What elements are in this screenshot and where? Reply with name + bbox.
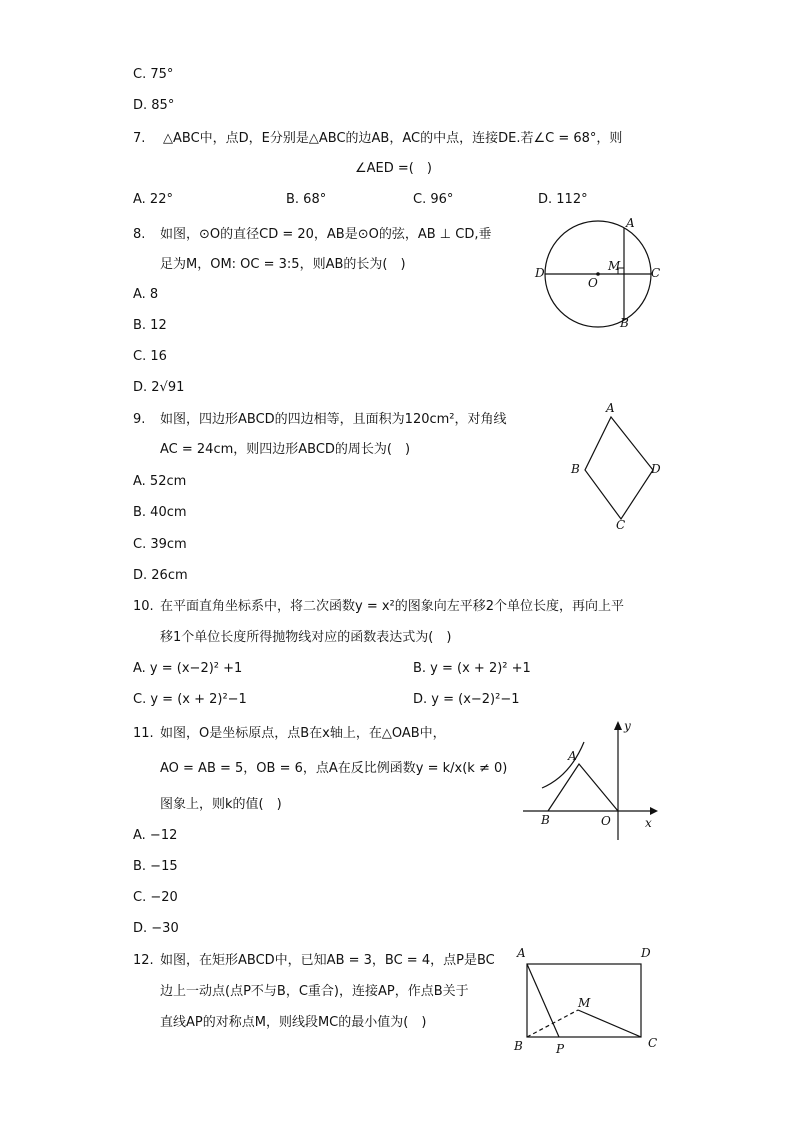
q12-label-d: D	[641, 946, 651, 960]
q8-label-b: B	[620, 316, 629, 330]
q11-number: 11.	[133, 726, 154, 741]
q9-label-c: C	[616, 518, 626, 532]
q8-number: 8.	[133, 227, 146, 242]
q8-option-c: C. 16	[133, 349, 167, 364]
q11-option-d: D. −30	[133, 921, 179, 936]
q7-option-d: D. 112°	[538, 192, 588, 207]
q7-option-c: C. 96°	[413, 192, 454, 207]
q8-stem-line1: 如图，⊙O的直径CD = 20，AB是⊙O的弦，AB ⊥ CD,垂	[160, 227, 492, 242]
q12-stem-line3: 直线AP的对称点M，则线段MC的最小值为( )	[160, 1015, 427, 1030]
q9-option-b: B. 40cm	[133, 505, 187, 520]
q10-option-a: A. y = (x−2)² +1	[133, 661, 243, 676]
q8-stem-line2: 足为M，OM: OC = 3:5，则AB的长为( )	[160, 257, 406, 272]
q10-option-d: D. y = (x−2)²−1	[413, 692, 520, 707]
q12-label-b: B	[514, 1039, 523, 1053]
q11-label-y: y	[624, 719, 631, 733]
q11-label-b: B	[541, 813, 550, 827]
q11-option-a: A. −12	[133, 828, 178, 843]
q10-number: 10.	[133, 599, 154, 614]
q11-stem-line1: 如图，O是坐标原点，点B在x轴上，在△OAB中，	[160, 726, 446, 741]
q10-option-b: B. y = (x + 2)² +1	[413, 661, 531, 676]
q9-label-a: A	[606, 401, 615, 415]
q8-option-b: B. 12	[133, 318, 167, 333]
q8-label-c: C	[651, 266, 661, 280]
q10-stem-line2: 移1个单位长度所得抛物线对应的函数表达式为( )	[160, 630, 452, 645]
q9-number: 9.	[133, 412, 146, 427]
q11-label-o: O	[601, 814, 611, 828]
q11-stem-line2: AO = AB = 5，OB = 6，点A在反比例函数y = k/x(k ≠ 0)	[160, 761, 508, 776]
q7-stem-line2: ∠AED =( )	[355, 161, 432, 176]
q12-stem-line2: 边上一动点(点P不与B，C重合)，连接AP，作点B关于	[160, 984, 469, 999]
q6-option-d: D. 85°	[133, 98, 175, 113]
q11-label-x: x	[645, 816, 652, 830]
q10-option-c: C. y = (x + 2)²−1	[133, 692, 247, 707]
q12-label-a: A	[517, 946, 526, 960]
q12-label-c: C	[648, 1036, 658, 1050]
q11-option-b: B. −15	[133, 859, 178, 874]
q12-label-m: M	[578, 996, 591, 1010]
q9-option-a: A. 52cm	[133, 474, 187, 489]
q8-label-m: M	[608, 259, 621, 273]
q12-stem-line1: 如图，在矩形ABCD中，已知AB = 3，BC = 4，点P是BC	[160, 953, 495, 968]
q9-rhombus-figure	[580, 412, 660, 522]
q10-stem-line1: 在平面直角坐标系中，将二次函数y = x²的图象向左平移2个单位长度，再向上平	[160, 599, 625, 614]
q9-label-d: D	[651, 462, 661, 476]
q7-option-a: A. 22°	[133, 192, 173, 207]
q12-number: 12.	[133, 953, 154, 968]
q9-option-c: C. 39cm	[133, 537, 187, 552]
q11-label-a: A	[568, 749, 577, 763]
q8-option-a: A. 8	[133, 287, 159, 302]
q8-circle-figure	[530, 215, 670, 335]
q8-label-d: D	[535, 266, 545, 280]
q7-stem-line1: △ABC中，点D，E分别是△ABC的边AB，AC的中点，连接DE.若∠C = 68°，则	[163, 131, 623, 146]
q7-option-b: B. 68°	[286, 192, 327, 207]
q11-option-c: C. −20	[133, 890, 178, 905]
q8-label-o: O	[588, 276, 598, 290]
q9-stem-line2: AC = 24cm，则四边形ABCD的周长为( )	[160, 442, 411, 457]
q12-label-p: P	[556, 1042, 565, 1056]
q9-stem-line1: 如图，四边形ABCD的四边相等，且面积为120cm²，对角线	[160, 412, 507, 427]
q7-number: 7.	[133, 131, 146, 146]
q8-label-a: A	[626, 216, 635, 230]
q6-option-c: C. 75°	[133, 67, 174, 82]
q9-option-d: D. 26cm	[133, 568, 188, 583]
q9-label-b: B	[571, 462, 580, 476]
q8-option-d: D. 2√91	[133, 380, 185, 395]
q11-stem-line3: 图象上，则k的值( )	[160, 797, 282, 812]
